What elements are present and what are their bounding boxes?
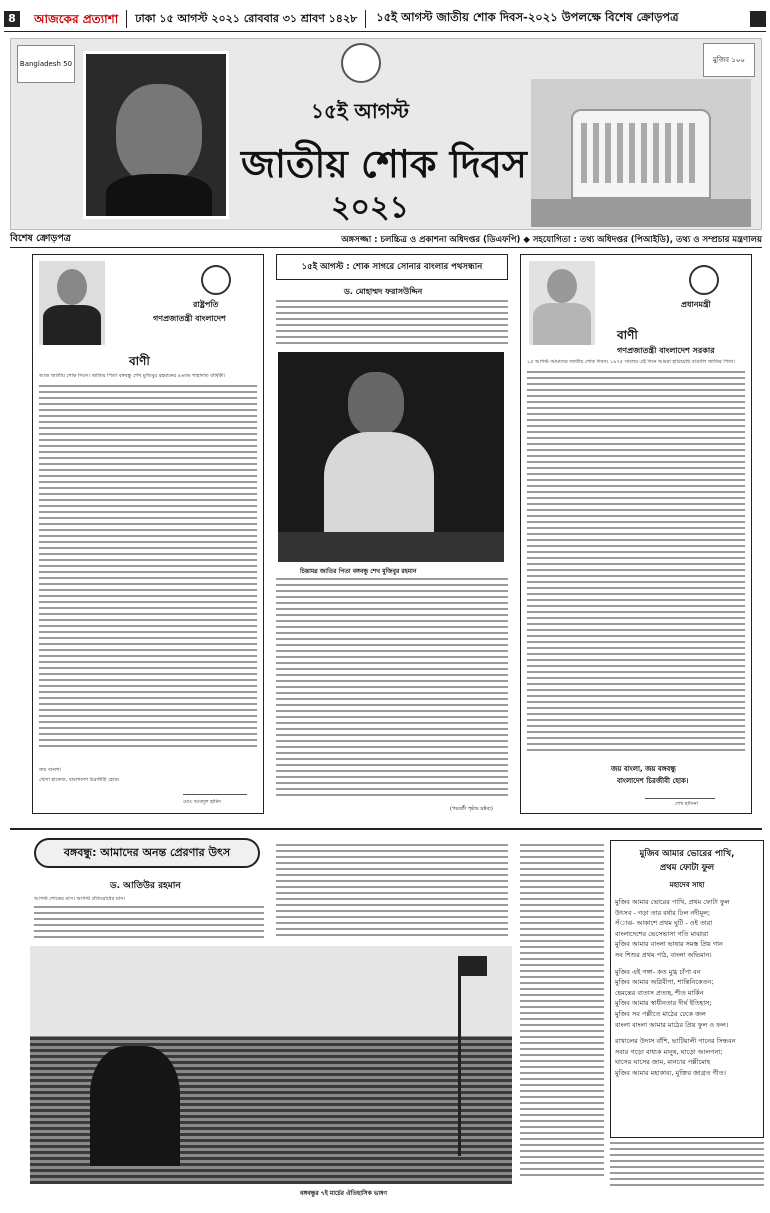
page-number: 8 [4,11,20,27]
poem-line: সবার গড়ো বাধ্যক মানুষ, ঘাড়ো আলপনা; [615,1047,723,1056]
bangabandhu-photo [278,352,504,562]
bottom-article-verse [276,844,508,940]
poem-line: ঘাসের ঘাসের জাম, মানচার পল্লীমোহ [615,1058,711,1067]
center-photo-caption: চিন্তামগ্ন জাতির পিতা বঙ্গবন্ধু শেখ মুজিবুর রহমান [300,568,417,575]
bottom-article-body-2 [520,844,604,1184]
mujib-100-logo: মুজিব ১০০ [703,43,755,77]
poem-line: মুজিব আমার বাংলা ভাষার সমস্ত প্রিয় গান [615,940,723,949]
poem-line: মুজিব সব পল্লীতে মাঠের ঢেকে জল [615,1009,706,1018]
president-label: রাষ্ট্রপতি [193,300,219,309]
poem-line: সঁাঝ- আকাশে প্রথম ঘুটি - ওই তারা [615,919,713,928]
president-signature: মোঃ আবদুল হামিদ [183,799,221,805]
poem-line: সব শিশুর প্রথম পাঠ, বাংলা অভিমান। [615,950,712,959]
poem-line: মুজিব এই গঙ্গা- কত মুগ্ধ চাঁপা বন [615,967,701,976]
pm-intro: ১৫ আগস্ট আমাদের জাতীয় শোক দিবস। ১৯৭৫ সালের এই দিনে আমরা হারিয়েছি বাঙালি জাতির পিতা। [527,359,736,365]
pm-body-text [527,371,745,755]
credit-line [10,232,762,248]
poem-line: বাংলাদেশের ভেসেভাসা গতি মাঝারা [615,929,709,938]
pm-closing-2: বাংলাদেশ চিরজীবী হোক। [617,777,689,785]
poem-line: রাখালের উদাস বাঁশি, ভাটিয়ালী গানের সিন্ধবন [615,1037,736,1046]
poem-line: মুজিব আমার মহাকাব্য, মুক্তির জাগ্রত গীত। [615,1068,726,1077]
president-body-text [39,385,257,755]
dateline: ঢাকা ১৫ আগস্ট ২০২১ রোববার ৩১ শ্রাবণ ১৪২৮ [127,10,366,28]
poem-line: বাংলা বাংলা আমার মাঠের প্রিয় ফুল ও ফল। [615,1020,729,1029]
bangladesh-50-logo: Bangladesh 50 [17,45,75,83]
pm-bani: বাণী [617,328,638,342]
center-article-body [276,578,508,806]
poem-line: উৎসব - গড়া তার বর্ষার ঢিল নদীমূল; [615,908,711,917]
poem-box [610,840,764,1138]
poem-poet: মহাদেব সাহা [669,881,705,889]
credits: অঙ্গসজ্জা : চলচ্চিত্র ও প্রকাশনা অধিদপ্তর (ডিএফপি) ◆ সহযোগিতা : তথ্য অধিদপ্তর (পিআইডি), তথ্য ও সম্প্রচার মন্ত্রণালয় [341,234,762,245]
bottom-article-lead: আগস্ট শোকের মাস। আগস্ট প্রতিরোধের মাস। [34,896,126,902]
pm-photo [529,261,595,345]
president-message [32,254,264,814]
banner [10,38,762,230]
poem-title-1: মুজিব আমার ভোরের পাখি, [639,849,735,859]
center-article-title: ১৫ই আগস্ট : শোক সাগরে সোনার বাংলার পথসন্ধান [276,254,508,280]
president-seal-icon [201,265,231,295]
bottom-article-body-3 [610,1142,764,1192]
president-closing-1: জয় বাংলা। [39,767,62,773]
government-seal-icon [341,43,381,83]
center-continued: (পরবর্তী পৃষ্ঠায় দ্রষ্টব্য) [450,806,493,812]
poem-line: মুজিব আমার অগ্নিবীণা, শান্তিনিকেতন; [615,978,714,987]
banner-date: ১৫ই আগস্ট [311,99,409,123]
center-article-author: ড. মোহাম্মদ ফরাসউদ্দিন [344,287,423,296]
pm-label: প্রধানমন্ত্রী [681,300,711,309]
bottom-article-author: ড. আতিউর রহমান [110,881,181,891]
poem-line: মুজিব আমার স্বাধীনতার দীর্ঘ ইতিহাস; [615,999,712,1008]
masthead: আজকের প্রত্যাশা [26,10,127,28]
bottom-article-body-1 [34,906,264,944]
poem-line: হেমন্তের বাতাস প্রত্যহ, শীত মার্কিন [615,988,704,997]
bottom-article-title: বঙ্গবন্ধু: আমাদের অনন্ত প্রেরণার উৎস [34,838,260,868]
bottom-photo-caption: বঙ্গবন্ধুর ৭ই মার্চের ঐতিহাসিক ভাষণ [300,1190,388,1197]
supplement-label: বিশেষ ক্রোড়পত্র [10,233,71,244]
poem-lines [615,897,759,1079]
president-photo [39,261,105,345]
section-title: ১৫ই আগস্ট জাতীয় শোক দিবস-২০২১ উপলক্ষে বিশেষ ক্রোড়পত্র [376,10,679,24]
march-7-speech-photo [30,946,512,1184]
banner-title: জাতীয় শোক দিবস [241,141,527,186]
top-bar [4,6,766,32]
center-article-intro [276,300,508,348]
pm-office: গণপ্রজাতন্ত্রী বাংলাদেশ সরকার [617,346,715,355]
banner-year: ২০২১ [331,190,409,225]
mausoleum-photo [531,79,751,227]
president-signature-image [183,781,247,795]
pm-signature: শেখ হাসিনা [675,801,699,807]
president-closing-2: খোদা হাফেজ, বাংলাদেশ চিরজীবী হোক। [39,777,120,783]
pm-signature-image [645,787,715,799]
poem-title-2: প্রথম ফোটা ফুল [659,863,715,873]
poem-line: মুজিব আমার ভোরের পাখি, প্রথম ফোটা ফুল [615,898,730,906]
section-divider [10,828,762,830]
pm-seal-icon [689,265,719,295]
president-intro: আজ জাতীয় শোক দিবস। জাতির পিতা বঙ্গবন্ধু শেখ মুজিবুর রহমানের ৪৬তম শাহাদাত বার্ষিকী। [39,373,226,379]
bangabandhu-portrait [83,51,229,219]
corner-mark-icon [750,11,766,27]
pm-closing-1: জয় বাংলা, জয় বঙ্গবন্ধু [611,765,676,773]
president-bani: বাণী [129,354,150,368]
president-office: গণপ্রজাতন্ত্রী বাংলাদেশ [153,314,226,323]
pm-message [520,254,752,814]
